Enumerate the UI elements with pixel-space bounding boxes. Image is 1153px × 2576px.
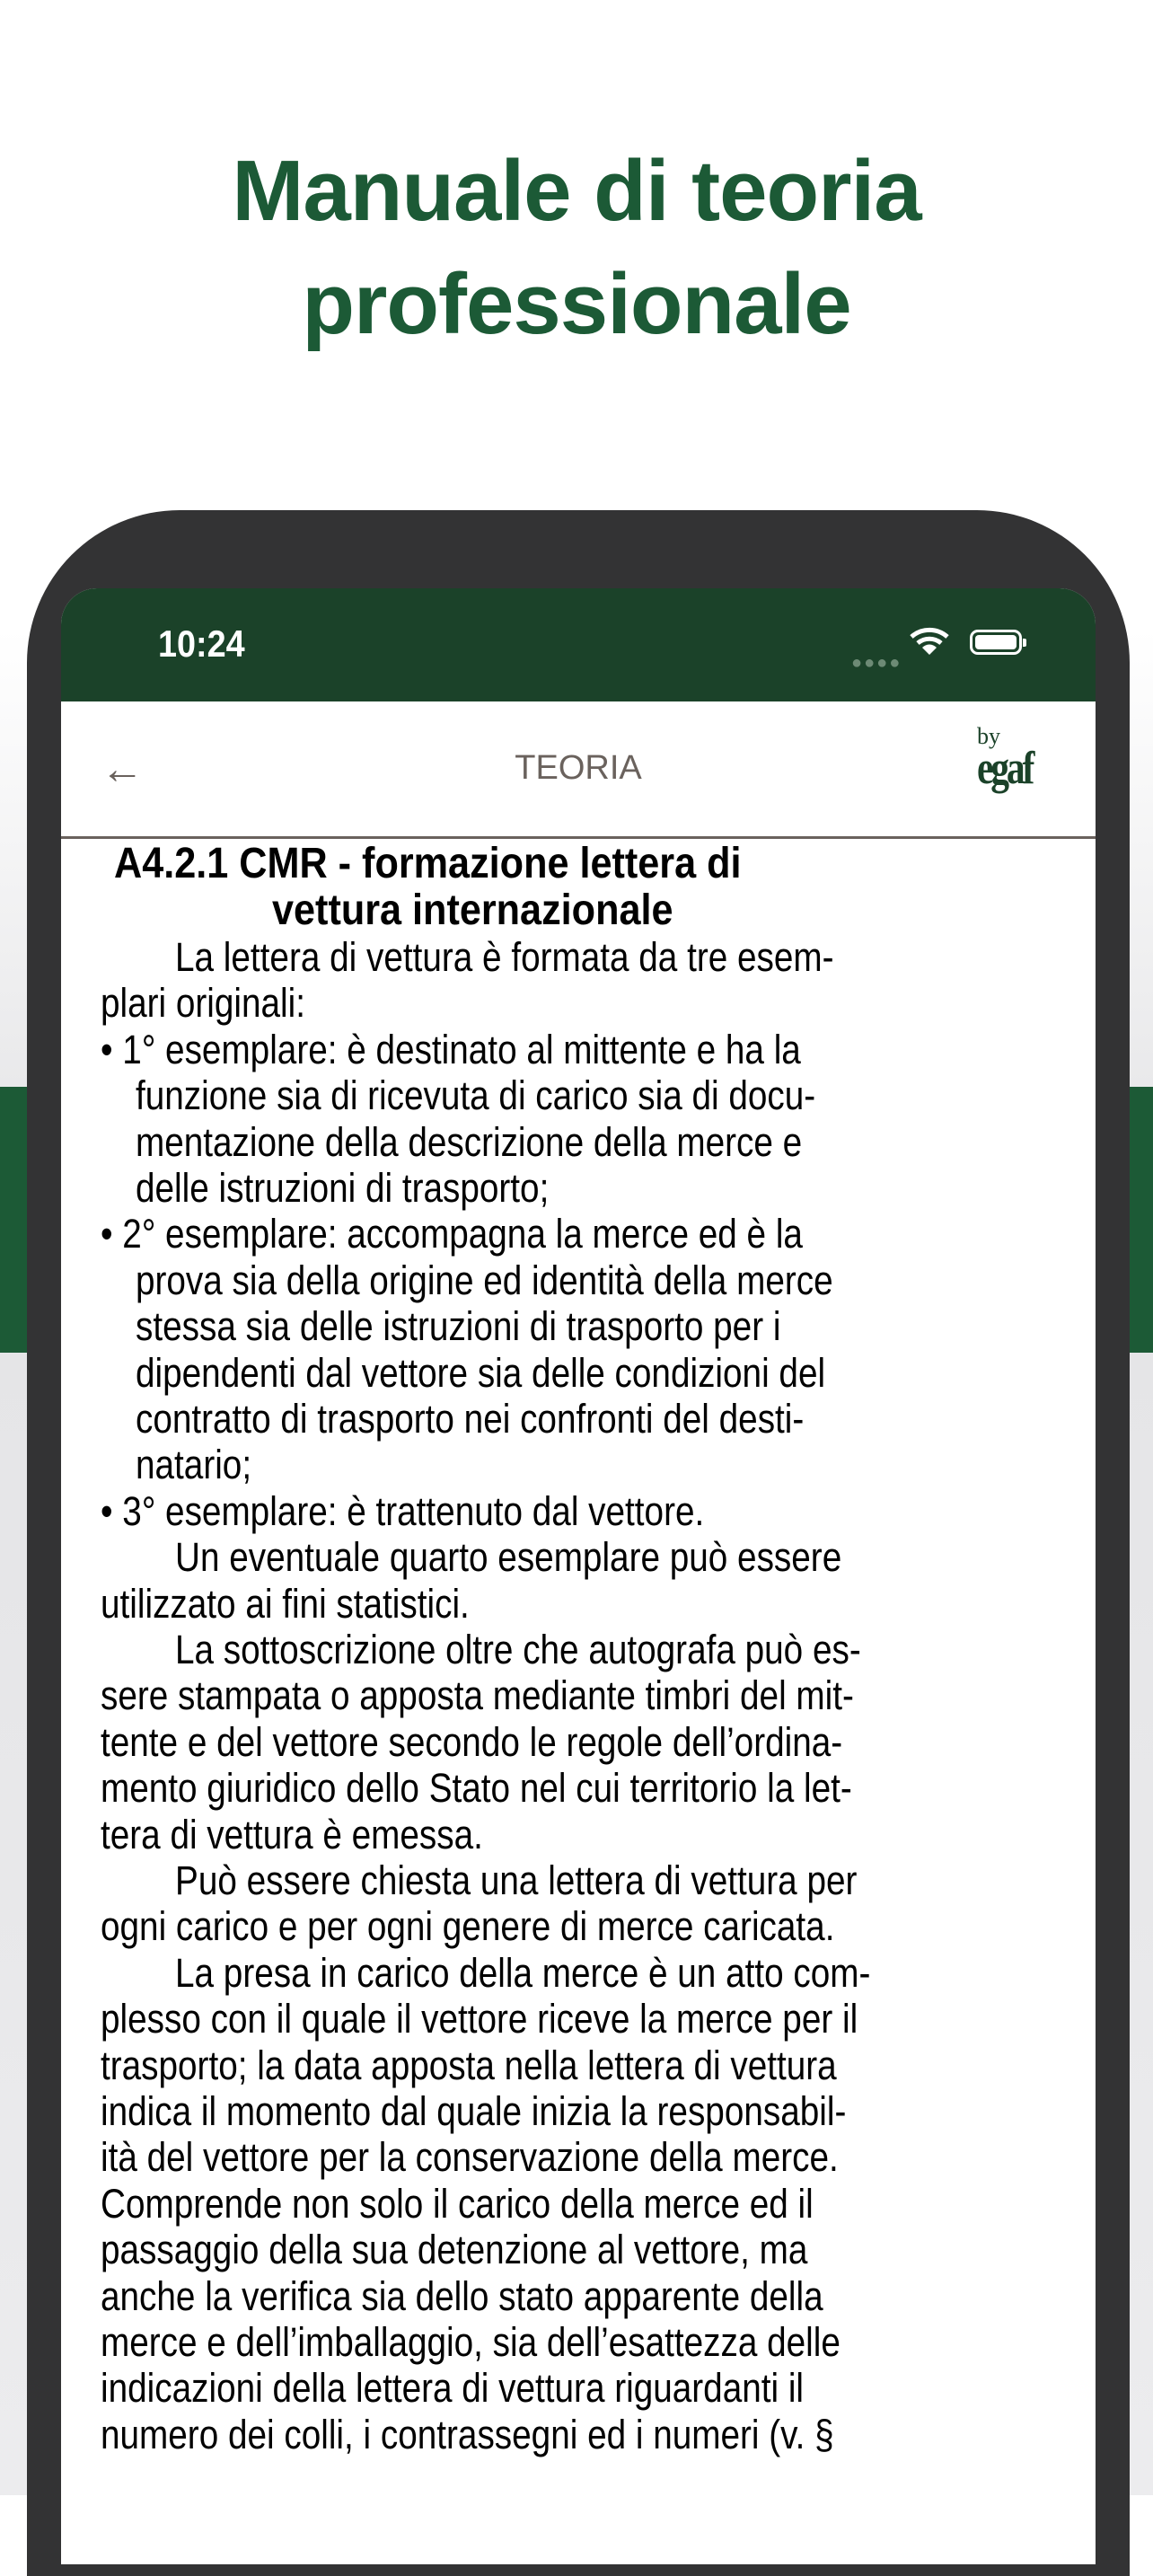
paragraph-line: mentazione della descrizione della merce e <box>136 1118 803 1165</box>
paragraph-line: Può essere chiesta una lettera di vettura per <box>175 1857 858 1903</box>
promo-headline <box>0 135 1153 361</box>
paragraph-line: tente e del vettore secondo le regole dell’ordina- <box>101 1718 843 1765</box>
headline-line: Manuale di teoria <box>232 143 921 239</box>
logo-name: egaf <box>977 743 1033 794</box>
paragraph-line: Comprende non solo il carico della merce ed il <box>101 2180 814 2227</box>
logo-by: by <box>977 723 1000 749</box>
paragraph-line: trasporto; la data apposta nella lettera di vettura <box>101 2042 837 2088</box>
paragraph-line: funzione sia di ricevuta di carico sia di docu- <box>136 1072 816 1119</box>
paragraph-line: utilizzato ai fini statistici. <box>101 1580 470 1627</box>
paragraph-line: La presa in carico della merce è un atto com- <box>175 1949 871 1996</box>
egaf-logo <box>977 723 1045 794</box>
paragraph-line: anche la verifica sia dello stato apparente della <box>101 2272 823 2319</box>
phone-screen <box>61 588 1096 2564</box>
paragraph-line: ità del vettore per la conservazione della merce. <box>101 2134 839 2181</box>
paragraph-line: tera di vettura è emessa. <box>101 1811 483 1857</box>
paragraph-line: mento giuridico dello Stato nel cui territorio la let- <box>101 1765 852 1812</box>
nav-bar <box>61 701 1096 839</box>
nav-title: TEORIA <box>515 749 642 787</box>
section-heading: A4.2.1 CMR - formazione lettera di <box>114 840 742 887</box>
paragraph-line: • 2° esemplare: accompagna la merce ed è la <box>101 1211 803 1257</box>
section-heading: vettura internazionale <box>272 887 673 934</box>
signal-icon: ●●●● <box>851 653 902 673</box>
wifi-icon <box>910 626 949 657</box>
paragraph-line: plari originali: <box>101 980 306 1027</box>
paragraph-line: • 1° esemplare: è destinato al mittente e ha la <box>101 1026 801 1072</box>
battery-icon <box>970 630 1022 655</box>
paragraph-line: • 3° esemplare: è trattenuto dal vettore. <box>101 1487 705 1534</box>
paragraph-line: ogni carico e per ogni genere di merce caricata. <box>101 1903 835 1950</box>
paragraph-line: indicazioni della lettera di vettura riguardanti il <box>101 2365 805 2412</box>
back-arrow-icon[interactable]: ← <box>101 745 144 793</box>
paragraph-line: prova sia della origine ed identità della merce <box>136 1257 833 1303</box>
paragraph-line: stessa sia delle istruzioni di trasporto per i <box>136 1303 781 1350</box>
paragraph-line: plesso con il quale il vettore riceve la merce per il <box>101 1996 858 2042</box>
paragraph-line: merce e dell’imballaggio, sia dell’esattezza delle <box>101 2319 841 2365</box>
paragraph-line: dipendenti dal vettore sia delle condizioni del <box>136 1349 826 1396</box>
paragraph-line: delle istruzioni di trasporto; <box>136 1165 550 1211</box>
paragraph-line: passaggio della sua detenzione al vettore, ma <box>101 2227 808 2273</box>
paragraph-line: sere stampata o apposta mediante timbri del mit- <box>101 1672 854 1719</box>
paragraph-line: contratto di trasporto nei confronti del desti- <box>136 1396 805 1442</box>
paragraph-line: La lettera di vettura è formata da tre esem- <box>175 934 834 980</box>
paragraph-line: numero dei colli, i contrassegni ed i numeri (v. § <box>101 2411 834 2457</box>
paragraph-line: Un eventuale quarto esemplare può essere <box>175 1534 842 1581</box>
status-bar <box>61 588 1096 701</box>
paragraph-line: La sottoscrizione oltre che autografa può es- <box>175 1627 861 1672</box>
paragraph-line: natario; <box>136 1442 252 1488</box>
paragraph-line: indica il momento dal quale inizia la responsabil- <box>101 2088 847 2134</box>
status-time: 10:24 <box>158 622 245 665</box>
headline-line: professionale <box>302 256 851 352</box>
